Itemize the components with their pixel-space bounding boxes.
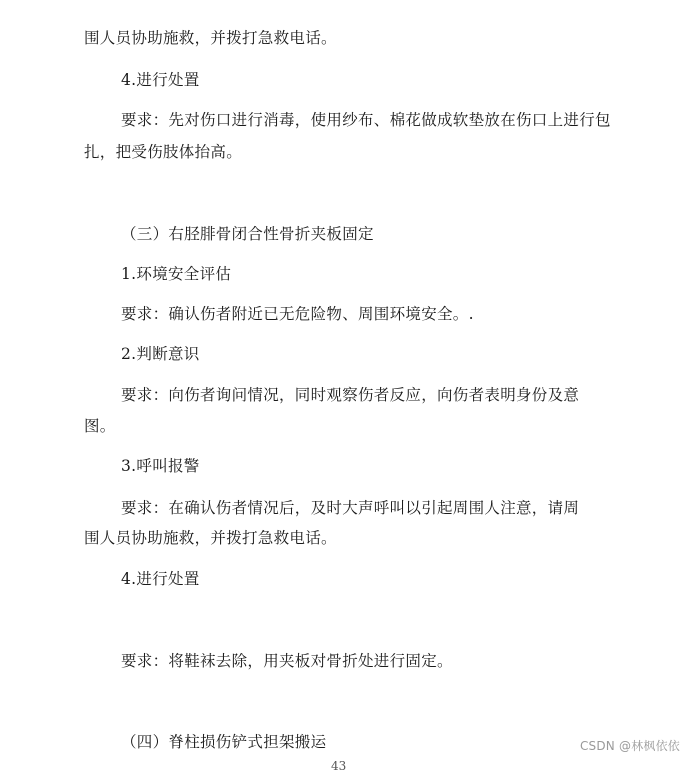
step-heading: 4.进行处置 [121, 71, 200, 89]
step-heading: 3.呼叫报警 [121, 457, 200, 475]
step-heading: 1.环境安全评估 [121, 265, 232, 283]
step-heading: 4.进行处置 [121, 570, 200, 588]
requirement-text: 要求：确认伤者附近已无危险物、周围环境安全。. [121, 305, 474, 323]
paragraph-continuation: 图。 [84, 417, 116, 435]
watermark: CSDN @林枫依依 [579, 739, 680, 753]
requirement-text: 要求：在确认伤者情况后，及时大声呼叫以引起周围人注意，请周 [121, 499, 580, 517]
paragraph-continuation: 围人员协助施救，并拨打急救电话。 [84, 29, 337, 47]
page-number: 43 [331, 759, 347, 773]
step-heading: 2.判断意识 [121, 345, 200, 363]
requirement-text: 要求：向伤者询问情况，同时观察伤者反应，向伤者表明身份及意 [121, 386, 580, 404]
section-heading: （三）右胫腓骨闭合性骨折夹板固定 [121, 225, 374, 243]
requirement-text: 要求：先对伤口进行消毒，使用纱布、棉花做成软垫放在伤口上进行包 [121, 111, 611, 129]
section-heading: （四）脊柱损伤铲式担架搬运 [121, 733, 327, 751]
paragraph-continuation: 围人员协助施救，并拨打急救电话。 [84, 529, 337, 547]
requirement-text: 要求：将鞋袜去除，用夹板对骨折处进行固定。 [121, 652, 453, 670]
paragraph-continuation: 扎，把受伤肢体抬高。 [84, 143, 243, 161]
